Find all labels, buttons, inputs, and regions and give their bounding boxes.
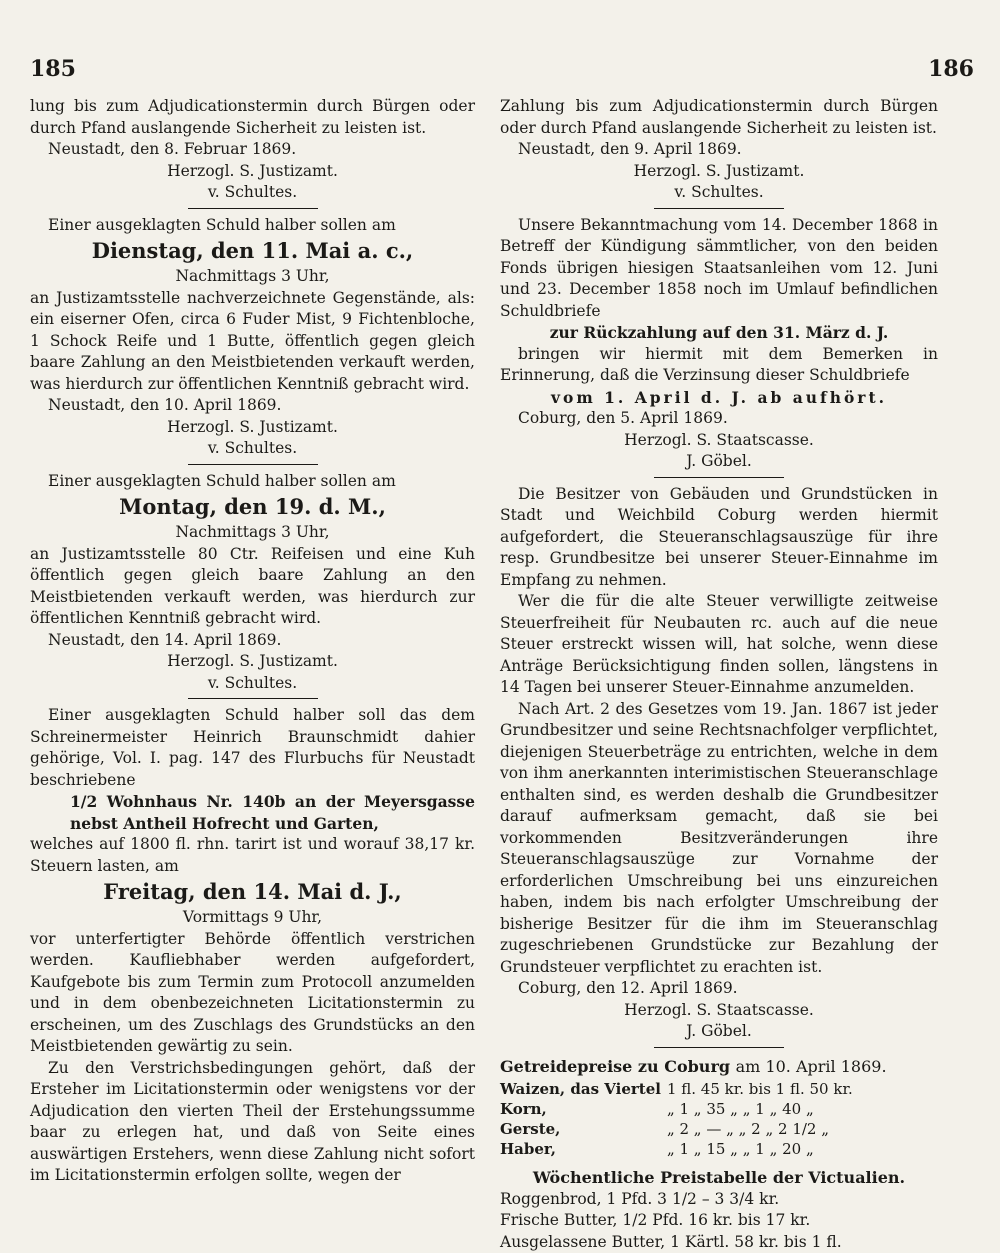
table-row — [500, 1099, 859, 1119]
notice-signature: v. Schultes. — [500, 182, 938, 204]
notice-intro: Einer ausgeklagten Schuld halber sollen am — [30, 471, 475, 493]
grain-name: Haber, — [500, 1139, 667, 1159]
property-value: welches auf 1800 fl. rhn. tarirt ist und worauf 38,17 kr. Steuern lasten, am — [30, 834, 475, 877]
notice-office: Herzogl. S. Justizamt. — [500, 161, 938, 183]
notice-continuation: Zahlung bis zum Adjudicationstermin durch Bürgen oder durch Pfand auslangende Sicherheit zu leisten ist. — [500, 96, 938, 139]
grain-price: „ 1 „ 35 „ „ 1 „ 40 „ — [667, 1099, 859, 1119]
table-row — [500, 1119, 859, 1139]
notice-office: Herzogl. S. Staatscasse. — [500, 430, 938, 452]
table-row — [500, 1139, 859, 1159]
property-description: 1/2 Wohnhaus Nr. 140b an der Meyersgasse nebst Antheil Hofrecht und Garten, — [30, 791, 475, 834]
grain-price-table — [500, 1079, 859, 1159]
notice-office: Herzogl. S. Justizamt. — [30, 417, 475, 439]
notice-signature: v. Schultes. — [30, 438, 475, 460]
notice-office: Herzogl. S. Staatscasse. — [500, 1000, 938, 1022]
notice-body: Unsere Bekanntmachung vom 14. December 1868 in Betreff der Kündigung sämmtlicher, von den beiden Fonds übrigen hiesigen Staatsanleihen vom 12. Juni und 23. December 1858 noch im Umlauf befindlichen Schuldbriefe — [500, 215, 938, 323]
notice-signature: v. Schultes. — [30, 673, 475, 695]
notice-place-date: Neustadt, den 9. April 1869. — [500, 139, 938, 161]
grain-name: Gerste, — [500, 1119, 667, 1139]
notice-place-date: Neustadt, den 8. Februar 1869. — [30, 139, 475, 161]
notice-office: Herzogl. S. Justizamt. — [30, 161, 475, 183]
notice-intro: Einer ausgeklagten Schuld halber sollen am — [30, 215, 475, 237]
notice-place-date: Neustadt, den 14. April 1869. — [30, 630, 475, 652]
notice-continuation: lung bis zum Adjudicationstermin durch Bürgen oder durch Pfand auslangende Sicherheit zu leisten ist. — [30, 96, 475, 139]
notice-body: Wer die für die alte Steuer verwilligte zeitweise Steuerfreiheit für Neubauten rc. auch auf die neue Steuer erstreckt wissen will, hat solche, wenn diese Anträge Berücksichtigung finden sollen, längstens in 14 Tagen bei unserer Steuer-Einnahme anzumelden. — [500, 591, 938, 699]
grain-price: „ 2 „ — „ „ 2 „ 2 1/2 „ — [667, 1119, 859, 1139]
notice-signature: J. Göbel. — [500, 1021, 938, 1043]
grain-name: Waizen, das Viertel — [500, 1079, 667, 1099]
notice-signature: v. Schultes. — [30, 182, 475, 204]
auction-date: Freitag, den 14. Mai d. J., — [30, 877, 475, 907]
auction-time: Nachmittags 3 Uhr, — [30, 522, 475, 544]
grain-price: 1 fl. 45 kr. bis 1 fl. 50 kr. — [667, 1079, 859, 1099]
notice-place-date: Neustadt, den 10. April 1869. — [30, 395, 475, 417]
grain-prices-heading: Getreidepreise zu Coburg — [500, 1057, 730, 1076]
notice-body: Einer ausgeklagten Schuld halber soll das dem Schreinermeister Heinrich Braunschmidt dahier gehörige, Vol. I. pag. 147 des Flurbuchs für Neustadt beschriebene — [30, 705, 475, 791]
notice-body: Zu den Verstrichsbedingungen gehört, daß der Ersteher im Licitationstermin oder wenigstens vor der Adjudication den vierten Theil der Erstehungssumme baar zu erlegen hat, und daß von Seite eines auswärtigen Erstehers, wenn diese Zahlung nicht sofort im Licitationstermin erfolgen sollte, wegen der — [30, 1058, 475, 1187]
notice-place-date: Coburg, den 12. April 1869. — [500, 978, 938, 1000]
grain-name: Korn, — [500, 1099, 667, 1119]
notice-body: Nach Art. 2 des Gesetzes vom 19. Jan. 1867 ist jeder Grundbesitzer und seine Rechtsnachfolger verpflichtet, diejenigen Steuerbeträge zu entrichten, welche in dem von ihm anerkannten interimistischen Steueranschlage enthalten sind, es werden deshalb die Grundbesitzer darauf aufmerksam gemacht, daß sie bei vorkommenden Besitzveränderungen ihre Steueranschlagsauszüge zur Vornahme der erforderlichen Umschreibung bei uns einzureichen haben, indem bis nach erfolgter Umschreibung der bisherige Besitzer für die ihm im Steueranschlag zugeschriebenen Grundstücke zur Bezahlung der Grundsteuer verpflichtet zu erachten ist. — [500, 699, 938, 979]
table-row — [500, 1079, 859, 1099]
victuals-row: Roggenbrod, 1 Pfd. 3 1/2 – 3 3/4 kr. — [500, 1189, 938, 1211]
grain-prices-title — [500, 1056, 938, 1078]
victuals-title: Wöchentliche Preistabelle der Victualien. — [500, 1167, 938, 1189]
grain-price: „ 1 „ 15 „ „ 1 „ 20 „ — [667, 1139, 859, 1159]
page-number-left: 185 — [30, 56, 76, 82]
notice-body: an Justizamtsstelle 80 Ctr. Reifeisen und eine Kuh öffentlich gegen gleich baare Zahlung an den Meistbietenden verkauft werden, was hierdurch zur öffentlichen Kenntniß gebracht wird. — [30, 544, 475, 630]
notice-body: an Justizamtsstelle nachverzeichnete Gegenstände, als: ein eiserner Ofen, circa 6 Fuder Mist, 9 Fichtenbloche, 1 Schock Reife und 1 Butte, öffentlich gegen gleich baare Zahlung an den Meistbietenden verkauft werden, was hierdurch zur öffentlichen Kenntniß gebracht wird. — [30, 288, 475, 396]
divider — [188, 464, 318, 465]
divider — [654, 1047, 784, 1048]
repayment-date: zur Rückzahlung auf den 31. März d. J. — [500, 322, 938, 344]
notice-signature: J. Göbel. — [500, 451, 938, 473]
divider — [188, 208, 318, 209]
notice-body: Die Besitzer von Gebäuden und Grundstücken in Stadt und Weichbild Coburg werden hiermit aufgefordert, die Steueranschlagsauszüge für ihre resp. Grundbesitze bei unserer Steuer-Einnahme im Empfang zu nehmen. — [500, 484, 938, 592]
auction-time: Nachmittags 3 Uhr, — [30, 266, 475, 288]
notice-body: bringen wir hiermit mit dem Bemerken in Erinnerung, daß die Verzinsung dieser Schuldbriefe — [500, 344, 938, 387]
notice-body: vor unterfertigter Behörde öffentlich verstrichen werden. Kaufliebhaber werden aufgefordert, Kaufgebote bis zum Termin zum Protocoll anzumelden und in dem obenbezeichneten Licitationstermin zu erscheinen, um des Zuschlags des Grundstücks an den Meistbietenden gewärtig zu sein. — [30, 929, 475, 1058]
notice-office: Herzogl. S. Justizamt. — [30, 651, 475, 673]
divider — [188, 698, 318, 699]
page-number-right: 186 — [928, 56, 974, 82]
grain-prices-date: am 10. April 1869. — [736, 1057, 887, 1076]
interest-stop: vom 1. April d. J. ab aufhört. — [500, 387, 938, 409]
victuals-row: Frische Butter, 1/2 Pfd. 16 kr. bis 17 kr. — [500, 1210, 938, 1232]
auction-date: Montag, den 19. d. M., — [30, 492, 475, 522]
auction-time: Vormittags 9 Uhr, — [30, 907, 475, 929]
left-column — [30, 96, 475, 1187]
victuals-row: Ausgelassene Butter, 1 Kärtl. 58 kr. bis 1 fl. — [500, 1232, 938, 1253]
notice-place-date: Coburg, den 5. April 1869. — [500, 408, 938, 430]
auction-date: Dienstag, den 11. Mai a. c., — [30, 236, 475, 266]
divider — [654, 477, 784, 478]
divider — [654, 208, 784, 209]
right-column — [500, 96, 938, 1253]
